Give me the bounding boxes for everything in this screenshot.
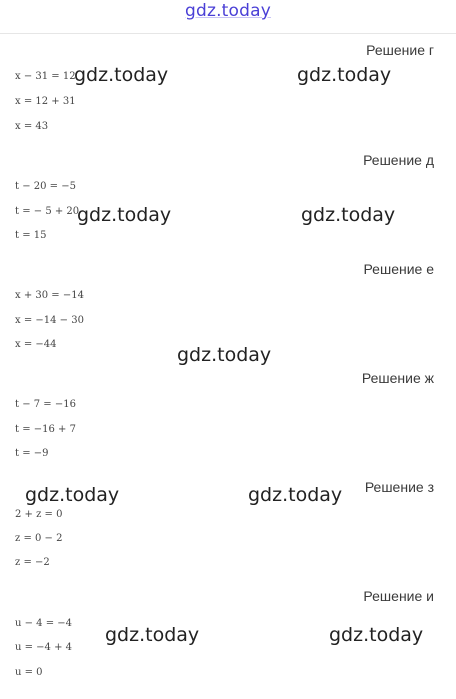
watermark: gdz.today: [301, 204, 396, 226]
watermark: gdz.today: [297, 64, 392, 86]
equation-line: x = 12 + 31: [15, 96, 76, 107]
section-title-zh: Решение ж: [361, 370, 434, 386]
equation-line: x = −14 − 30: [15, 315, 84, 326]
header-divider: [0, 33, 456, 34]
watermark: gdz.today: [105, 624, 200, 646]
equation-line: z = −2: [15, 557, 50, 568]
equation-line: x = −44: [15, 339, 57, 350]
watermark: gdz.today: [74, 64, 169, 86]
equation-line: u = 0: [15, 667, 43, 678]
section-title-g: Решение г: [366, 42, 434, 58]
section-title-e: Решение е: [363, 261, 434, 277]
equation-line: t = −16 + 7: [15, 424, 76, 435]
equation-line: t = −9: [15, 448, 49, 459]
equation-line: x + 30 = −14: [15, 290, 84, 301]
watermark: gdz.today: [177, 344, 272, 366]
watermark: gdz.today: [248, 484, 343, 506]
section-title-z: Решение з: [364, 479, 434, 495]
equation-line: u = −4 + 4: [15, 642, 73, 653]
site-logo-link[interactable]: gdz.today: [184, 1, 272, 21]
watermark: gdz.today: [329, 624, 424, 646]
equation-line: x − 31 = 12: [15, 71, 76, 82]
section-title-i: Решение и: [363, 588, 434, 604]
equation-line: t = 15: [15, 230, 47, 241]
equation-line: t = − 5 + 20: [15, 206, 80, 217]
section-title-d: Решение д: [363, 152, 434, 168]
equation-line: u − 4 = −4: [15, 618, 73, 629]
equation-line: t − 7 = −16: [15, 399, 76, 410]
watermark: gdz.today: [77, 204, 172, 226]
watermark: gdz.today: [25, 484, 120, 506]
equation-line: x = 43: [15, 121, 49, 132]
site-header: [0, 0, 456, 34]
equation-line: 2 + z = 0: [15, 509, 63, 520]
equation-line: t − 20 = −5: [15, 181, 76, 192]
equation-line: z = 0 − 2: [15, 533, 63, 544]
